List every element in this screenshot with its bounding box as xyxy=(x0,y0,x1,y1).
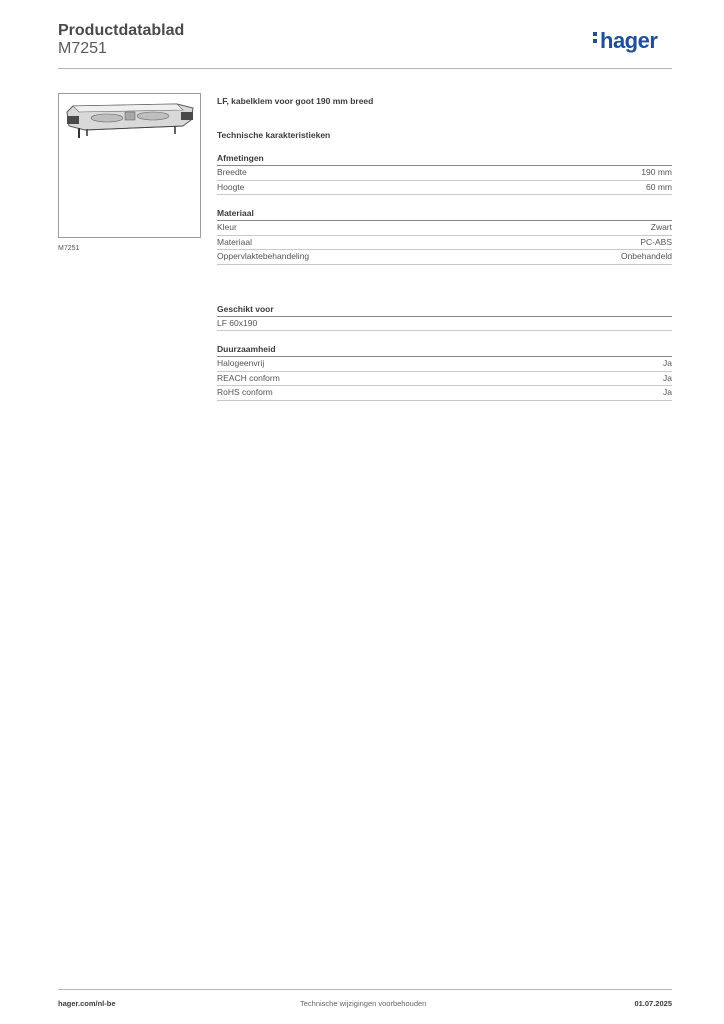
spec-label: Materiaal xyxy=(217,236,252,247)
spec-value: Ja xyxy=(663,387,672,397)
spec-value: 60 mm xyxy=(646,181,672,192)
footer-website-link[interactable]: hager.com/nl-be xyxy=(58,999,116,1008)
section-title-geschikt-voor: Geschikt voor xyxy=(217,304,672,317)
spec-row xyxy=(217,317,672,332)
product-description: LF, kabelklem voor goot 190 mm breed xyxy=(217,96,374,106)
spec-label: Halogeenvrij xyxy=(217,358,265,368)
spec-label: Oppervlaktebehandeling xyxy=(217,251,310,261)
spec-content xyxy=(217,96,672,401)
section-title-afmetingen: Afmetingen xyxy=(217,153,672,166)
spec-label: Hoogte xyxy=(217,181,245,192)
product-code: M7251 xyxy=(58,40,107,57)
header-divider xyxy=(58,68,672,69)
image-caption: M7251 xyxy=(58,245,80,252)
tech-heading: Technische karakteristieken xyxy=(217,130,331,140)
spec-label: LF 60x190 xyxy=(217,317,258,328)
spec-row xyxy=(217,386,672,401)
product-image xyxy=(58,93,201,238)
spec-label: Breedte xyxy=(217,167,247,177)
spec-value: PC-ABS xyxy=(640,236,672,247)
spec-value: Onbehandeld xyxy=(620,251,672,261)
section-title-materiaal: Materiaal xyxy=(217,208,672,221)
spec-row xyxy=(217,357,672,372)
logo-text: hager xyxy=(600,28,658,53)
spec-label: REACH conform xyxy=(217,372,280,383)
spec-row xyxy=(217,166,672,181)
spec-value: Ja xyxy=(663,358,672,368)
spec-row xyxy=(217,372,672,387)
logo-dots-icon xyxy=(593,29,598,46)
footer-disclaimer: Technische wijzigingen voorbehouden xyxy=(300,999,427,1008)
cable-clamp-image xyxy=(65,98,195,140)
spec-row xyxy=(217,221,672,236)
spec-value: 190 mm xyxy=(641,167,672,177)
page-title: Productdatablad xyxy=(58,22,185,39)
hager-logo[interactable] xyxy=(593,28,657,54)
spec-row xyxy=(217,236,672,251)
section-title-duurzaamheid: Duurzaamheid xyxy=(217,344,672,357)
spec-value: Zwart xyxy=(650,222,672,232)
footer-date: 01.07.2025 xyxy=(634,999,672,1008)
spec-label: RoHS conform xyxy=(217,387,273,397)
footer-divider xyxy=(58,989,672,990)
spec-label: Kleur xyxy=(217,222,237,232)
spec-value: Ja xyxy=(663,372,672,383)
spec-row xyxy=(217,181,672,196)
spec-row xyxy=(217,250,672,265)
